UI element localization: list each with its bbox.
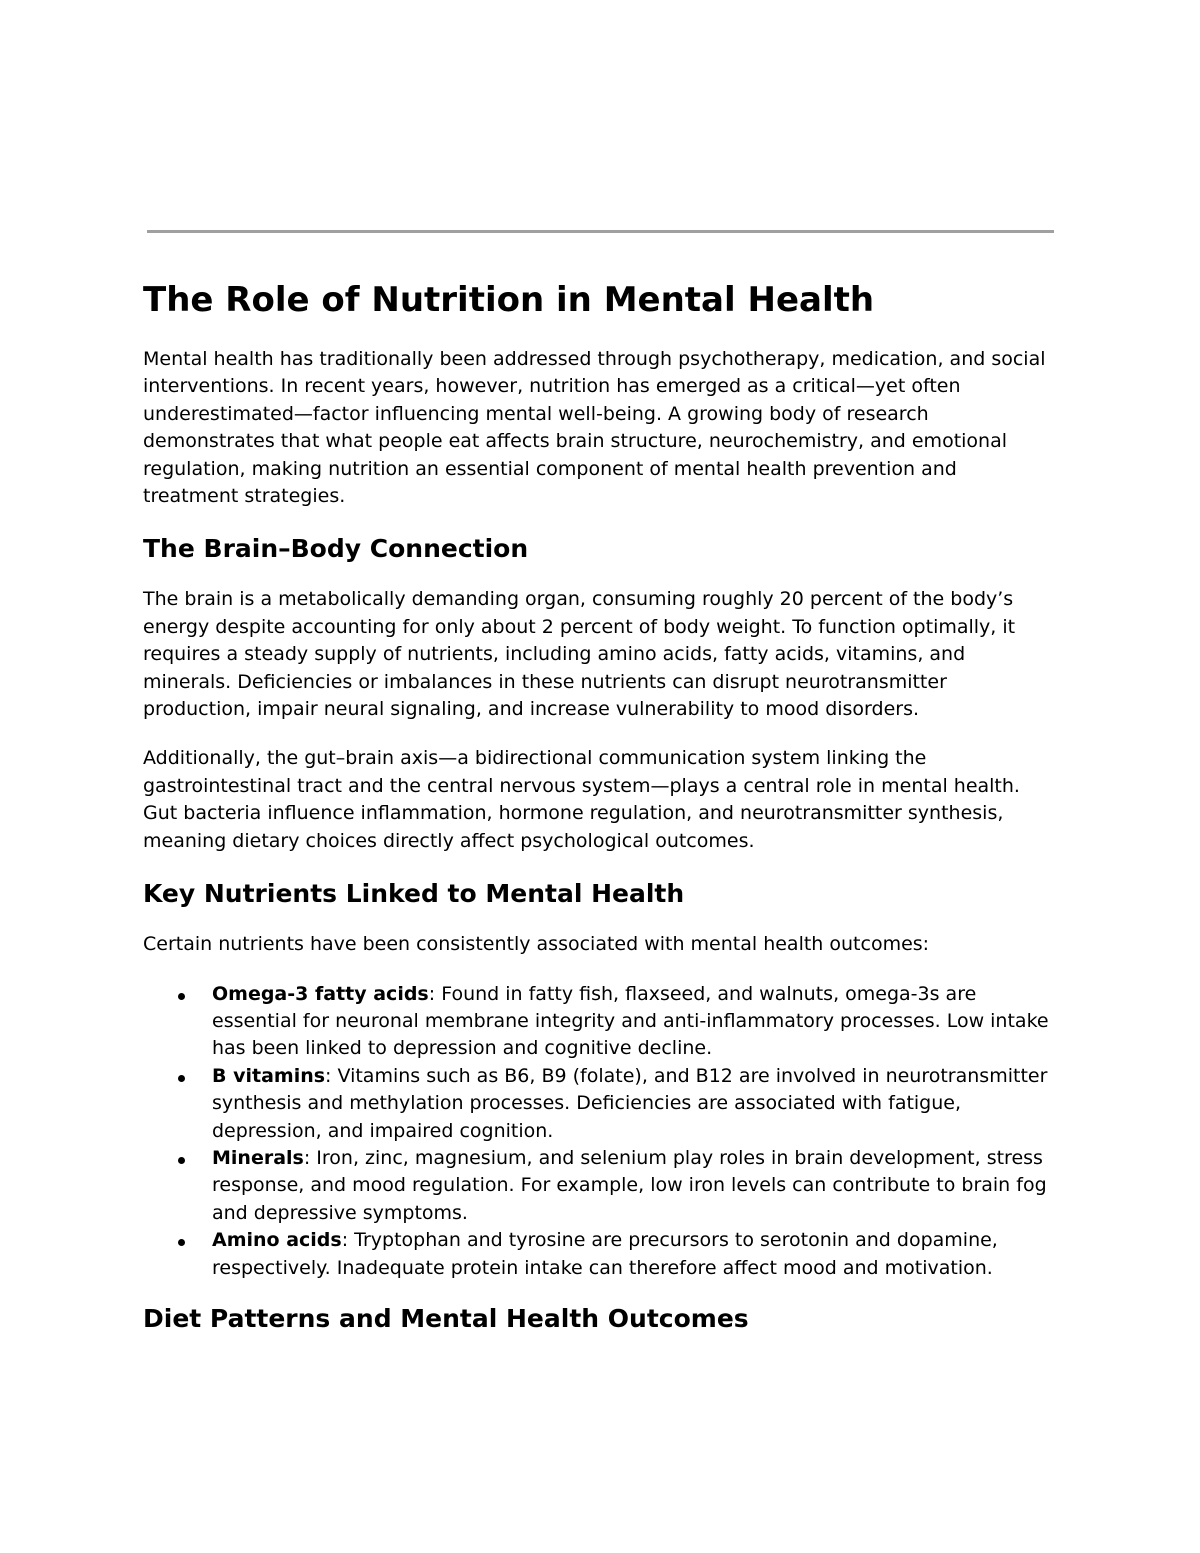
bullet-dot-icon xyxy=(178,1157,185,1164)
list-item xyxy=(212,981,1058,1063)
bullet-dot-icon xyxy=(178,993,185,1000)
paragraph-brain-energy: The brain is a metabolically demanding organ, consuming roughly 20 percent of the body’s energy despite accounting for only about 2 percent of body weight. To function optimally, it requires a steady supply of nutrients, including amino acids, fatty acids, vitamins, and minerals. Deficiencies or imbalances in these nutrients can disrupt neurotransmitter production, impair neural signaling, and increase vulnerability to mood disorders. xyxy=(143,588,1016,721)
nutrient-description: : Tryptophan and tyrosine are precursors to serotonin and dopamine, respectively. Inadequate protein intake can therefore affect mood and motivation. xyxy=(212,1229,998,1279)
intro-paragraph: Mental health has traditionally been addressed through psychotherapy, medication, and social interventions. In recent years, however, nutrition has emerged as a critical—yet often underestimated—factor influencing mental well-being. A growing body of research demonstrates that what people eat affects brain structure, neurochemistry, and emotional regulation, making nutrition an essential component of mental health prevention and treatment strategies. xyxy=(143,348,1046,508)
paragraph-nutrients-lead: Certain nutrients have been consistently associated with mental health outcomes: xyxy=(143,933,930,956)
nutrient-description: : Iron, zinc, magnesium, and selenium play roles in brain development, stress response, and mood regulation. For example, low iron levels can contribute to brain fog and depressive symptoms. xyxy=(212,1146,1047,1224)
nutrient-term: Omega-3 fatty acids xyxy=(212,982,429,1005)
bullet-dot-icon xyxy=(178,1075,185,1082)
nutrient-term: Amino acids xyxy=(212,1229,342,1252)
horizontal-rule xyxy=(147,230,1054,233)
list-item xyxy=(212,1145,1058,1227)
section-heading-brain-body: The Brain–Body Connection xyxy=(143,534,529,564)
document-body xyxy=(143,278,1058,1356)
bullet-dot-icon xyxy=(178,1239,185,1246)
paragraph-gut-brain-axis: Additionally, the gut–brain axis—a bidirectional communication system linking the gastrointestinal tract and the central nervous system—plays a central role in mental health. Gut bacteria influence inflammation, hormone regulation, and neurotransmitter synthesis, meaning dietary choices directly affect psychological outcomes. xyxy=(143,747,1020,852)
list-item xyxy=(212,1063,1058,1145)
nutrient-term: Minerals xyxy=(212,1146,304,1169)
nutrient-list xyxy=(143,981,1058,1282)
nutrient-description: : Vitamins such as B6, B9 (folate), and B12 are involved in neurotransmitter synthesis and methylation processes. Deficiencies are associated with fatigue, depression, and impaired cognition. xyxy=(212,1064,1048,1142)
page-title: The Role of Nutrition in Mental Health xyxy=(143,280,875,320)
nutrient-description: : Found in fatty fish, flaxseed, and walnuts, omega-3s are essential for neuronal membrane integrity and anti-inflammatory processes. Low intake has been linked to depression and cognitive decline. xyxy=(212,982,1049,1060)
list-item xyxy=(212,1227,1058,1282)
nutrient-term: B vitamins xyxy=(212,1064,326,1087)
section-heading-diet-patterns: Diet Patterns and Mental Health Outcomes xyxy=(143,1303,749,1333)
section-heading-key-nutrients: Key Nutrients Linked to Mental Health xyxy=(143,879,685,909)
